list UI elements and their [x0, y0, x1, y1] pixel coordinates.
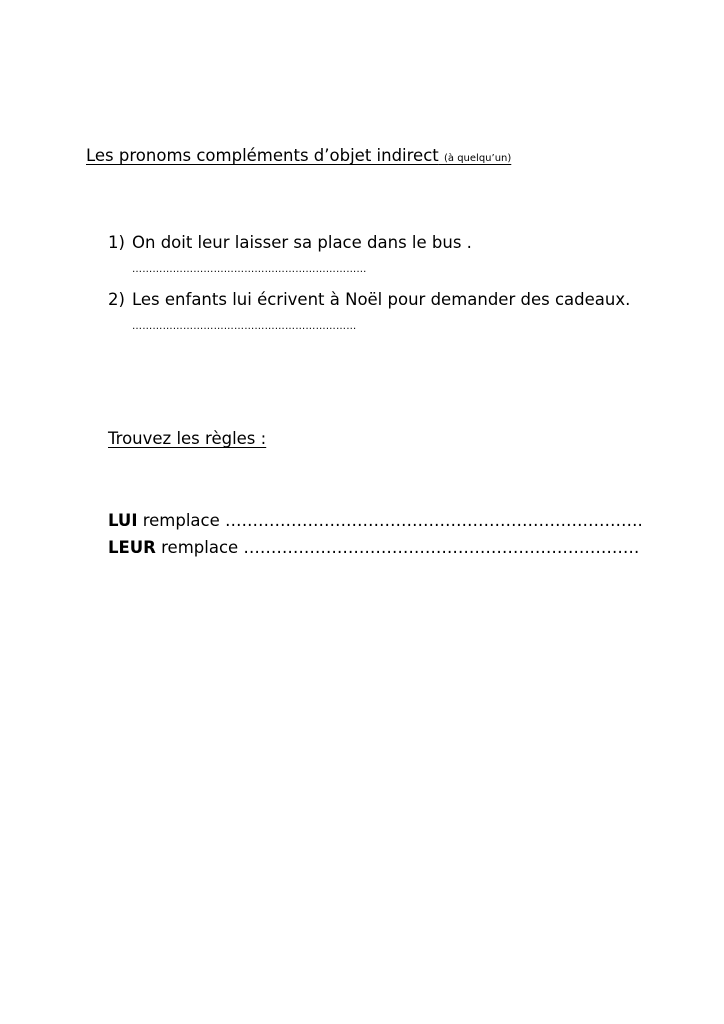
exercise-number: 2) — [108, 290, 125, 309]
rule-pronoun: LEUR — [108, 538, 156, 557]
exercise-number: 1) — [108, 233, 125, 252]
rules-heading: Trouvez les règles : — [108, 429, 267, 448]
rule-pronoun: LUI — [108, 511, 138, 530]
rule-text: remplace …………………………………………………………………. — [137, 511, 643, 530]
answer-line-2: ………………………………………………………… — [132, 321, 357, 332]
rule-leur — [108, 538, 639, 557]
exercise-item-2 — [108, 290, 630, 309]
title-text: Les pronoms compléments d’objet indirect — [86, 146, 439, 165]
title-subtitle: (à quelqu’un) — [444, 153, 512, 164]
worksheet-title — [86, 146, 511, 165]
exercise-sentence: Les enfants lui écrivent à Noël pour demander des cadeaux. — [132, 290, 631, 309]
exercise-item-1 — [108, 233, 472, 252]
answer-line-1: …………………………………………………………… — [132, 264, 367, 275]
rule-lui — [108, 511, 643, 530]
rule-text: remplace ……………………………………………………………… — [155, 538, 640, 557]
exercise-sentence: On doit leur laisser sa place dans le bus . — [132, 233, 472, 252]
